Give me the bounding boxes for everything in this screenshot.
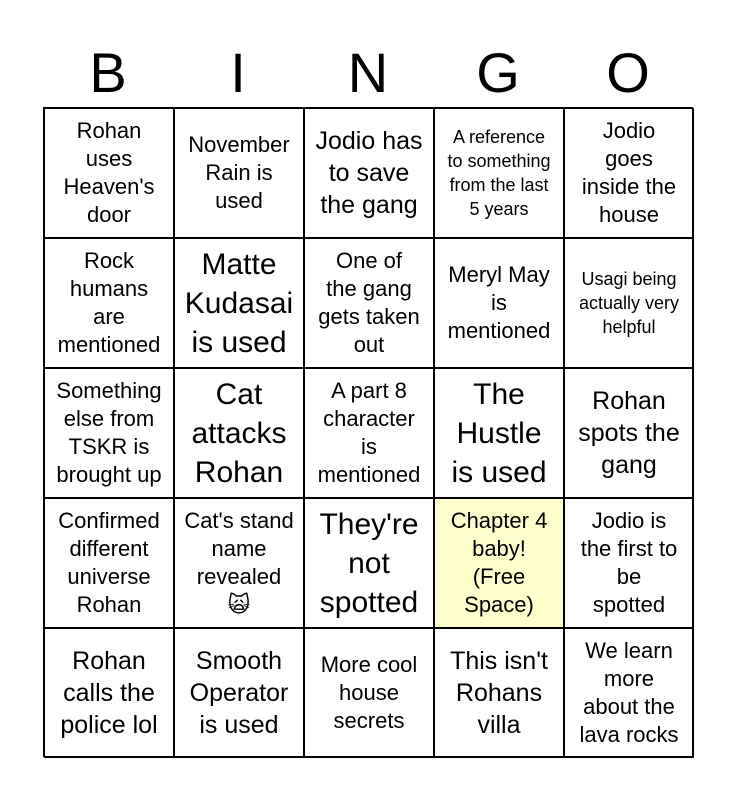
cell-text: Smooth Operator is used <box>189 647 289 739</box>
cell-text: Jodio has to save the gang <box>315 127 423 219</box>
cell-text: Something else from TSKR is brought up <box>56 378 162 487</box>
cell-text: Usagi being actually very helpful <box>578 269 680 337</box>
cell-text: Cat's stand name revealed 🙀 <box>184 508 294 617</box>
bingo-cell[interactable] <box>44 628 174 758</box>
cell-text: This isn't Rohans villa <box>450 647 548 739</box>
bingo-cell[interactable] <box>44 498 174 628</box>
bingo-cell[interactable] <box>44 238 174 368</box>
bingo-cell[interactable] <box>564 368 694 498</box>
bingo-cell[interactable] <box>304 238 434 368</box>
free-space-cell[interactable] <box>434 498 564 628</box>
cell-text: We learn more about the lava rocks <box>579 638 679 747</box>
cell-text: November Rain is used <box>188 132 290 213</box>
bingo-cell[interactable] <box>174 628 304 758</box>
bingo-cell[interactable] <box>434 238 564 368</box>
bingo-cell[interactable] <box>44 108 174 238</box>
bingo-board <box>43 107 693 757</box>
header-letter-i: I <box>230 41 246 104</box>
bingo-cell[interactable] <box>174 368 304 498</box>
cell-text: Rohan calls the police lol <box>60 647 158 739</box>
cell-text: Meryl May is mentioned <box>447 262 551 343</box>
cell-text: More cool house secrets <box>320 652 418 733</box>
bingo-cell[interactable] <box>174 238 304 368</box>
bingo-cell[interactable] <box>304 498 434 628</box>
cell-text: Jodio goes inside the house <box>581 118 677 227</box>
bingo-cell[interactable] <box>304 628 434 758</box>
bingo-cell[interactable] <box>304 108 434 238</box>
bingo-cell[interactable] <box>564 498 694 628</box>
cell-text: Matte Kudasai is used <box>184 247 294 359</box>
bingo-cell[interactable] <box>174 108 304 238</box>
cell-text: Rock humans are mentioned <box>57 248 161 357</box>
bingo-header <box>43 38 693 108</box>
bingo-cell[interactable] <box>304 368 434 498</box>
cell-text: Jodio is the first to be spotted <box>580 508 678 617</box>
header-letter-o: O <box>606 41 650 104</box>
bingo-cell[interactable] <box>564 108 694 238</box>
cell-text: Rohan uses Heaven's door <box>63 118 155 227</box>
cell-text: A reference to something from the last 5 years <box>447 127 551 219</box>
cell-text: The Hustle is used <box>451 377 547 489</box>
header-letter-n: N <box>347 41 389 104</box>
header-letter-g: G <box>476 41 520 104</box>
cell-text: Cat attacks Rohan <box>191 377 287 489</box>
bingo-cell[interactable] <box>434 108 564 238</box>
cell-text: Confirmed different universe Rohan <box>58 508 160 617</box>
cell-text: A part 8 character is mentioned <box>317 378 421 487</box>
cell-text: Rohan spots the gang <box>578 387 680 479</box>
bingo-cell[interactable] <box>434 628 564 758</box>
cell-text: Chapter 4 baby! (Free Space) <box>450 508 548 617</box>
cell-text: They're not spotted <box>319 507 419 619</box>
header-letter-b: B <box>89 41 127 104</box>
bingo-cell[interactable] <box>44 368 174 498</box>
bingo-cell[interactable] <box>434 368 564 498</box>
cell-text: One of the gang gets taken out <box>318 248 420 357</box>
bingo-cell[interactable] <box>174 498 304 628</box>
bingo-cell[interactable] <box>564 238 694 368</box>
bingo-cell[interactable] <box>564 628 694 758</box>
